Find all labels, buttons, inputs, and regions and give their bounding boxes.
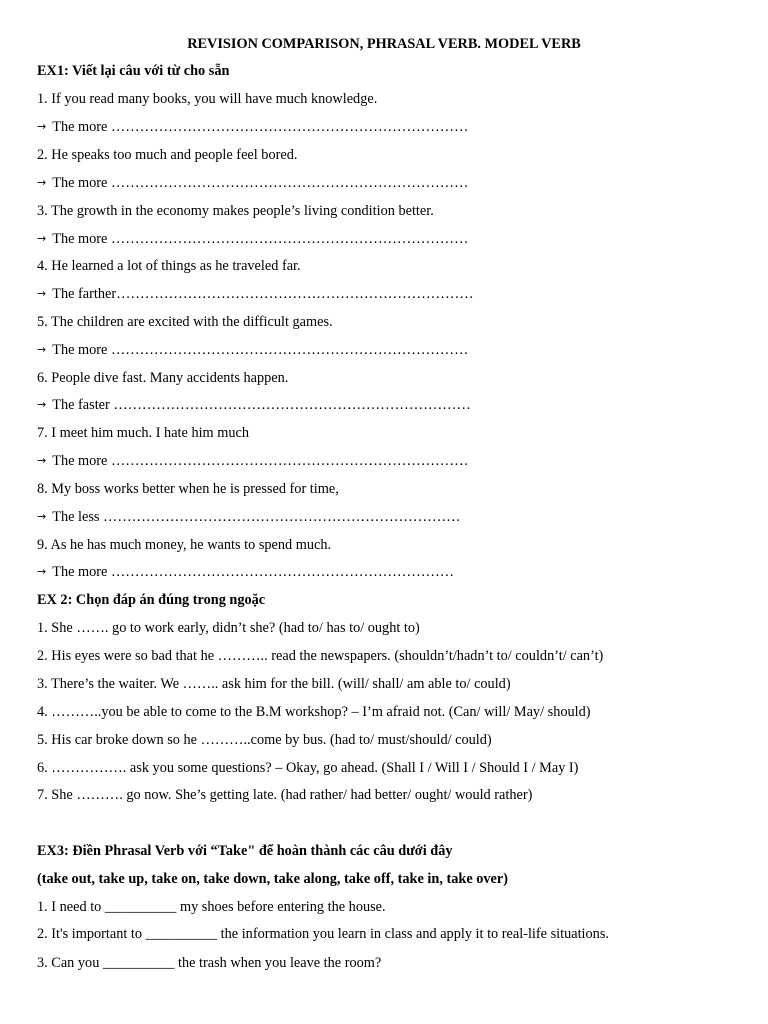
ex1-question-1: 1. If you read many books, you will have much knowledge.	[37, 91, 378, 107]
ex2-question-6: 6. ……………. ask you some questions? – Okay, go ahead. (Shall I / Will I / Should I / May I)	[37, 760, 579, 776]
arrow-icon: →	[37, 120, 47, 133]
ex1-question-7: 7. I meet him much. I hate him much	[37, 425, 250, 441]
arrow-icon: →	[37, 454, 47, 467]
ex1-answer-line-7	[37, 452, 468, 471]
ex1-answer-line-5	[37, 341, 468, 360]
ex1-answer-text: The less …………………………………………………………………	[52, 509, 461, 525]
ex1-question-2: 2. He speaks too much and people feel bored.	[37, 147, 298, 163]
ex1-answer-text: The faster …………………………………………………………………	[52, 397, 471, 413]
ex1-answer-text: The more …………………………………………………………………	[52, 453, 469, 469]
ex1-question-8: 8. My boss works better when he is pressed for time,	[37, 481, 339, 497]
ex3-options: (take out, take up, take on, take down, take along, take off, take in, take over)	[37, 871, 508, 887]
ex1-answer-text: The more …………………………………………………………………	[52, 119, 469, 135]
ex3-question-3: 3. Can you __________ the trash when you leave the room?	[37, 955, 382, 971]
ex1-answer-text: The more ………………………………………………………………	[52, 564, 455, 580]
ex3-question-1: 1. I need to __________ my shoes before entering the house.	[37, 899, 386, 915]
ex3-heading: EX3: Điền Phrasal Verb với “Take" để hoàn thành các câu dưới đây	[37, 843, 453, 859]
ex1-answer-text: The more …………………………………………………………………	[52, 231, 469, 247]
arrow-icon: →	[37, 510, 47, 523]
ex1-question-6: 6. People dive fast. Many accidents happen.	[37, 370, 289, 386]
ex1-answer-line-8	[37, 508, 460, 527]
ex1-answer-line-4	[37, 285, 474, 304]
ex2-question-4: 4. ………..you be able to come to the B.M workshop? – I’m afraid not. (Can/ will/ May/ should)	[37, 704, 591, 720]
ex2-question-1: 1. She ……. go to work early, didn’t she? (had to/ has to/ ought to)	[37, 620, 420, 636]
ex1-question-4: 4. He learned a lot of things as he traveled far.	[37, 258, 301, 274]
arrow-icon: →	[37, 565, 47, 578]
ex1-question-3: 3. The growth in the economy makes people’s living condition better.	[37, 203, 434, 219]
ex1-question-5: 5. The children are excited with the difficult games.	[37, 314, 333, 330]
ex1-answer-line-2	[37, 174, 468, 193]
ex1-answer-text: The farther…………………………………………………………………	[52, 286, 474, 302]
arrow-icon: →	[37, 398, 47, 411]
page-title: REVISION COMPARISON, PHRASAL VERB. MODEL VERB	[187, 36, 581, 52]
ex2-question-7: 7. She ………. go now. She’s getting late. (had rather/ had better/ ought/ would rather)	[37, 787, 533, 803]
ex1-question-9: 9. As he has much money, he wants to spend much.	[37, 537, 332, 553]
ex1-answer-line-9	[37, 563, 454, 582]
arrow-icon: →	[37, 287, 47, 300]
ex2-question-3: 3. There’s the waiter. We …….. ask him for the bill. (will/ shall/ am able to/ could)	[37, 676, 511, 692]
ex2-question-5: 5. His car broke down so he ………..come by bus. (had to/ must/should/ could)	[37, 732, 492, 748]
ex1-answer-line-1	[37, 118, 468, 137]
ex2-question-2: 2. His eyes were so bad that he ……….. read the newspapers. (shouldn’t/hadn’t to/ couldn’t/ can’t)	[37, 648, 604, 664]
ex3-question-2: 2. It's important to __________ the information you learn in class and apply it to real-life situations.	[37, 926, 609, 942]
arrow-icon: →	[37, 176, 47, 189]
ex1-answer-line-6	[37, 396, 471, 415]
ex2-heading: EX 2: Chọn đáp án đúng trong ngoặc	[37, 592, 266, 608]
ex1-answer-text: The more …………………………………………………………………	[52, 342, 469, 358]
arrow-icon: →	[37, 232, 47, 245]
ex1-answer-line-3	[37, 230, 468, 249]
ex1-heading: EX1: Viết lại câu với từ cho sẵn	[37, 63, 230, 79]
arrow-icon: →	[37, 343, 47, 356]
ex1-answer-text: The more …………………………………………………………………	[52, 175, 469, 191]
